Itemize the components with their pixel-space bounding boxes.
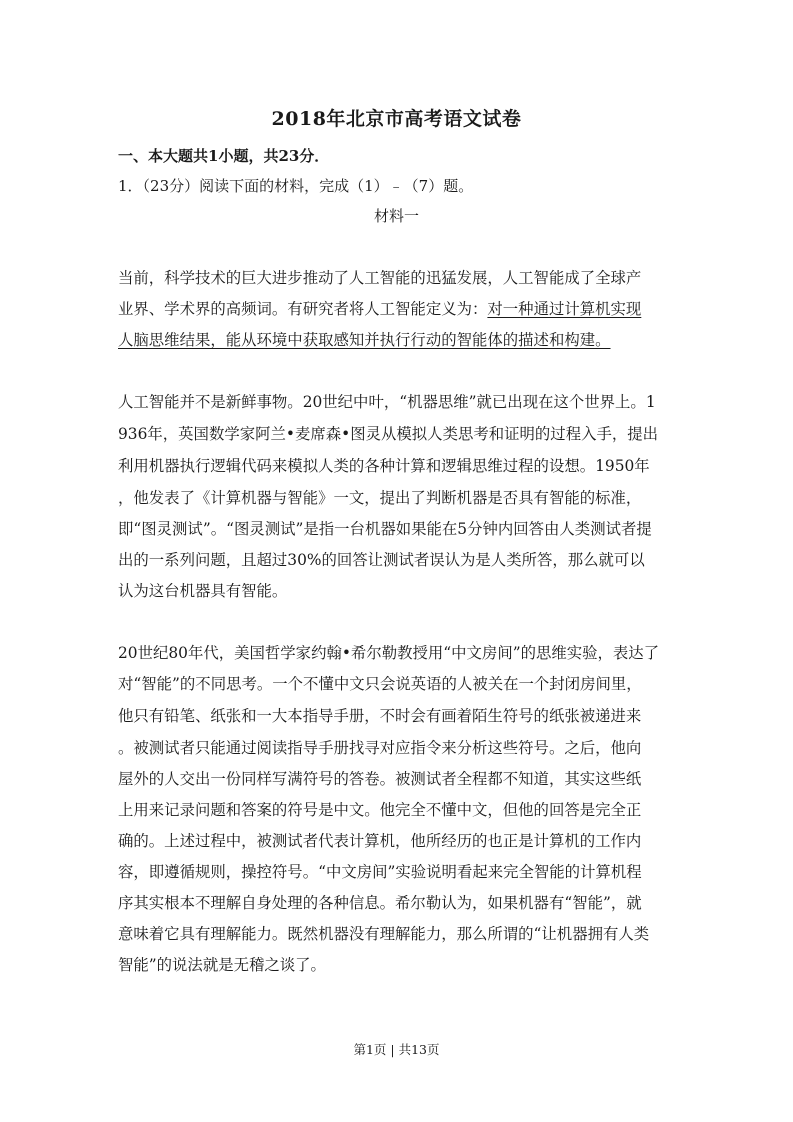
text-line: 序其实根本不理解自身处理的各种信息。希尔勒认为，如果机器有“智能”，就	[118, 894, 642, 912]
text-span: 业界、学术界的高频词。有研究者将人工智能定义为：	[118, 300, 488, 318]
text-line: 智能”的说法就是无稽之谈了。	[118, 956, 326, 974]
text-line: 20世纪80年代，美国哲学家约翰•希尔勒教授用“中文房间”的思维实验，表达了	[118, 644, 660, 662]
text-line	[118, 298, 641, 320]
text-line: 他只有铅笔、纸张和一大本指导手册，不时会有画着陌生符号的纸张被递进来	[118, 707, 642, 725]
text-line: ，他发表了《计算机器与智能》一文，提出了判断机器是否具有智能的标准，	[118, 489, 642, 507]
text-line: 当前，科学技术的巨大进步推动了人工智能的迅猛发展，人工智能成了全球产	[118, 269, 642, 287]
section-heading: 一、本大题共1小题，共23分．	[118, 147, 330, 165]
page-title: 2018年北京市高考语文试卷	[271, 108, 522, 130]
text-line: 利用机器执行逻辑代码来模拟人类的各种计算和逻辑思维过程的设想。1950年	[118, 457, 650, 475]
text-line: 936年，英国数学家阿兰•麦席森•图灵从模拟人类思考和证明的过程入手，提出	[118, 425, 659, 443]
underlined-definition: 人脑思维结果，能从环境中获取感知并执行行动的智能体的描述和构建。	[118, 331, 611, 349]
material-heading: 材料一	[373, 207, 419, 225]
text-line: 出的一系列问题，且超过30%的回答让测试者误认为是人类所答，那么就可以	[118, 551, 645, 569]
text-line: 容，即遵循规则，操控符号。“中文房间”实验说明看起来完全智能的计算机程	[118, 863, 642, 881]
text-line: 认为这台机器具有智能。	[118, 582, 288, 600]
text-line: 。被测试者只能通过阅读指导手册找寻对应指令来分析这些符号。之后，他向	[118, 739, 642, 757]
underlined-definition: 对一种通过计算机实现	[487, 300, 642, 318]
text-line: 屋外的人交出一份同样写满符号的答卷。被测试者全程都不知道，其实这些纸	[118, 770, 642, 788]
text-line: 意味着它具有理解能力。既然机器没有理解能力，那么所谓的“让机器拥有人类	[118, 925, 650, 943]
text-line: 确的。上述过程中，被测试者代表计算机，他所经历的也正是计算机的工作内	[118, 832, 642, 850]
question-prompt: 1．（23分）阅读下面的材料，完成（1）﹣（7）题。	[118, 177, 474, 195]
text-line: 对“智能”的不同思考。一个不懂中文只会说英语的人被关在一个封闭房间里，	[118, 675, 642, 693]
text-line: 人工智能并不是新鲜事物。20世纪中叶，“机器思维”就已出现在这个世界上。1	[118, 393, 656, 411]
text-line: 即“图灵测试”。“图灵测试”是指一台机器如果能在5分钟内回答由人类测试者提	[118, 520, 652, 538]
page-footer: 第1页 | 共13页	[353, 1042, 440, 1057]
text-line: 上用来记录问题和答案的符号是中文。他完全不懂中文，但他的回答是完全正	[118, 801, 642, 819]
